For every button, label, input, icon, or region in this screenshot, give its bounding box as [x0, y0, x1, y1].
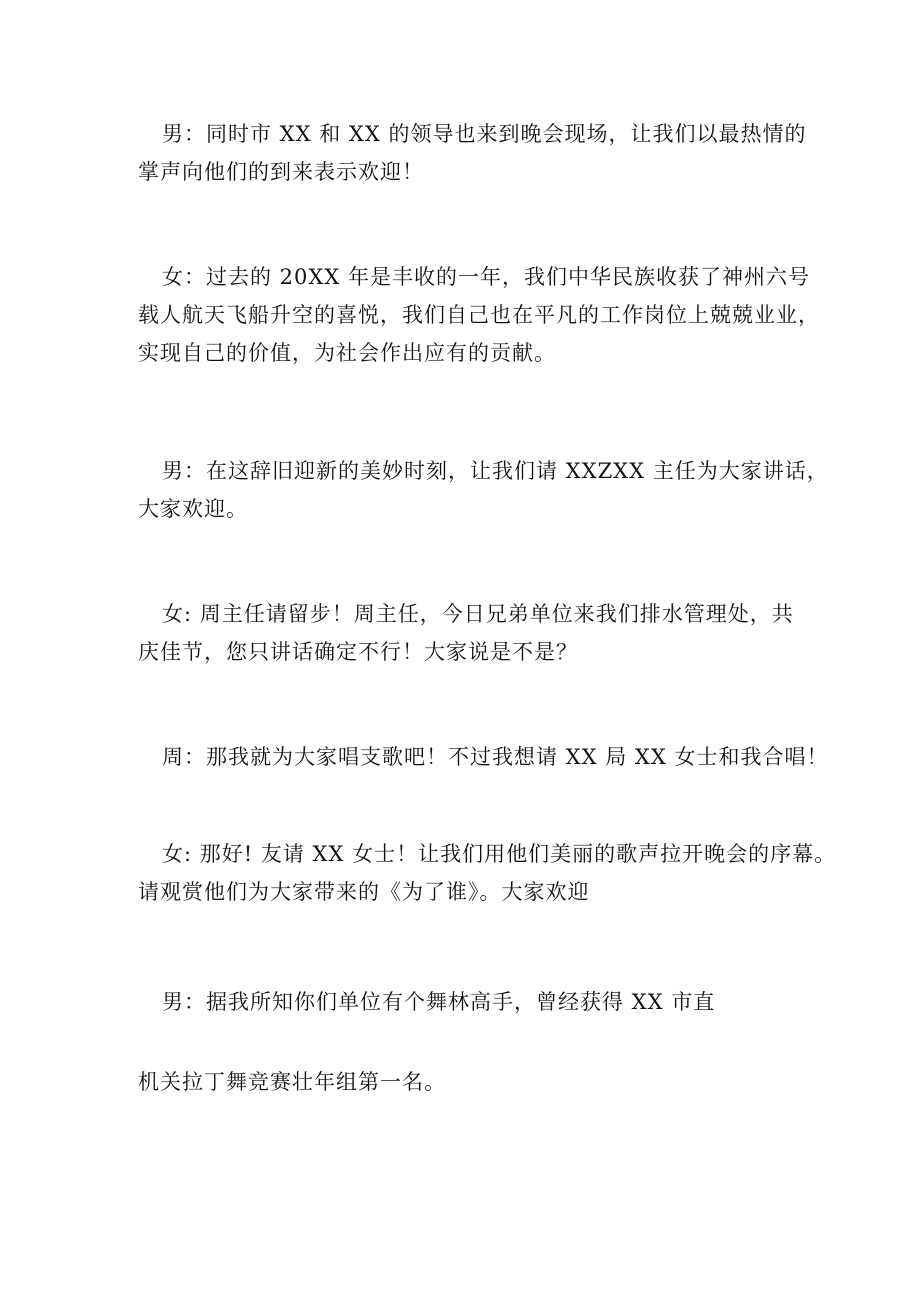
text-line: 女: 周主任请留步！周主任，今日兄弟单位来我们排水管理处，共 [162, 602, 794, 626]
text-line: 请观赏他们为大家带来的《为了谁》。大家欢迎 [138, 880, 590, 904]
paragraph-7 [138, 983, 788, 1021]
paragraph-8 [138, 1063, 788, 1101]
text-line: 机关拉丁舞竞赛壮年组第一名。 [138, 1070, 446, 1094]
paragraph-1 [138, 115, 807, 191]
paragraph-2 [138, 258, 820, 372]
paragraph-4 [138, 595, 794, 671]
text-line: 实现自己的价值，为社会作出应有的贡献。 [138, 341, 556, 365]
text-line: 女：过去的 20XX 年是丰收的一年，我们中华民族收获了神州六号 [162, 265, 810, 289]
text-line: 男：据我所知你们单位有个舞林高手，曾经获得 XX 市直 [162, 990, 716, 1014]
text-line: 载人航天飞船升空的喜悦，我们自己也在平凡的工作岗位上兢兢业业， [138, 303, 820, 327]
text-line: 男：同时市 XX 和 XX 的领导也来到晚会现场，让我们以最热情的 [162, 122, 807, 146]
text-line: 女: 那好! 友请 XX 女士！让我们用他们美丽的歌声拉开晚会的序幕。 [162, 842, 837, 866]
text-line: 男：在这辞旧迎新的美妙时刻，让我们请 XXZXX 主任为大家讲话， [162, 459, 829, 483]
text-line: 掌声向他们的到来表示欢迎！ [138, 160, 424, 184]
paragraph-3 [138, 452, 829, 528]
paragraph-6 [138, 835, 837, 911]
text-line: 庆佳节，您只讲话确定不行！大家说是不是？ [138, 640, 578, 664]
text-line: 周：那我就为大家唱支歌吧！不过我想请 XX 局 XX 女士和我合唱！ [162, 745, 829, 769]
paragraph-5 [138, 738, 829, 776]
text-line: 大家欢迎。 [138, 497, 248, 521]
